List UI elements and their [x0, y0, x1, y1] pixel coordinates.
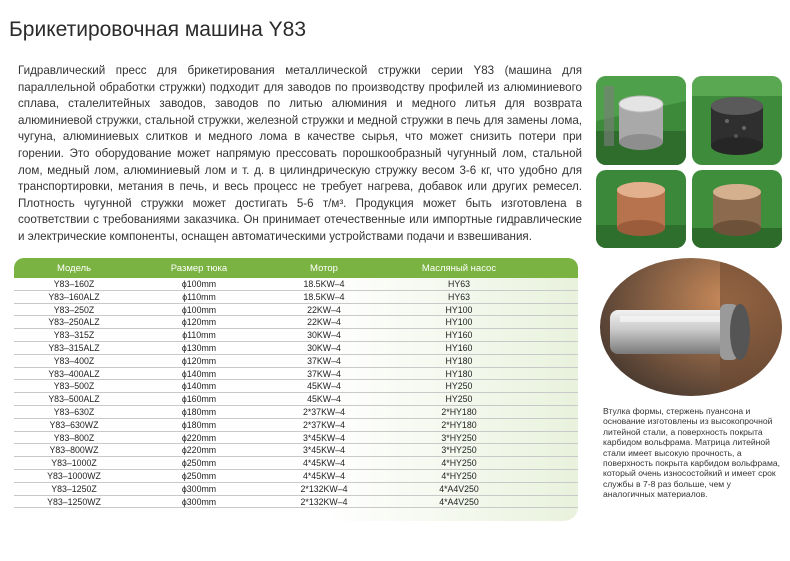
- photo-copper-briquette-image: [596, 170, 686, 248]
- cell-model: Y83–1000WZ: [47, 470, 101, 481]
- photo-aluminum-briquette-image: [596, 76, 686, 165]
- cell-oil-pump: HY180: [445, 368, 473, 379]
- table-row: [14, 368, 578, 381]
- description-paragraph: Гидравлический пресс для брикетирования металлической стружки серии Y83 (машина для параллельной обработки стружки) подходит для заводов по производству профилей из алюминиевого сплава, сталелитейных заводов, заводов по литью алюминия и медного литья для возврата алюминиевой стружки, стальной стружки, железной стружки и медной стружки в печь для замены лома, чугуна, алюминиевых слитков и медного лома в качестве сырья, что может снизить потери при горении. Это оборудование может напрямую прессовать порошкообразный чугунный лом, стальной лом, медный лом, алюминиевый лом и т. д. в цилиндрическую стружку весом 3-6 кг, что удобно для транспортировки, метания в печь, и весь процесс не требует нагрева, добавок или других ремесел. Плотность чугунной стружки может достигать 5-6 т/м³. Продукция может быть изготовлена в соответствии с требованиями заказчика. Он принимает отечественные или импортные гидравлические и электрические компоненты, оснащен автоматическими устройствами подачи и взвешивания.: [18, 64, 582, 243]
- cell-model: Y83–160Z: [53, 279, 95, 289]
- table-row: [14, 304, 578, 317]
- table-body: [14, 278, 578, 521]
- cell-motor: 3*45KW–4: [302, 445, 346, 456]
- photo-aluminum-briquette: [596, 76, 686, 165]
- cell-model: Y83–1250Z: [51, 483, 97, 494]
- cell-oil-pump: 4*HY250: [441, 470, 477, 481]
- table-row: [14, 291, 578, 304]
- cell-motor: 37KW–4: [307, 355, 341, 366]
- header-motor: Мотор: [310, 262, 338, 274]
- cell-bale-size: ϕ220mm: [181, 445, 217, 456]
- table-row: [14, 444, 578, 457]
- header-oil-pump: Масляный насос: [421, 262, 497, 274]
- table-row: [14, 432, 578, 445]
- cell-motor: 37KW–4: [307, 368, 341, 379]
- cell-oil-pump: 3*HY250: [441, 432, 477, 443]
- header-model: Модель: [56, 262, 92, 274]
- cell-oil-pump: 4*A4V250: [439, 496, 479, 507]
- cell-oil-pump: 2*HY180: [441, 406, 477, 417]
- table-row: [14, 342, 578, 355]
- cell-motor: 2*37KW–4: [302, 419, 346, 430]
- cell-motor: 22KW–4: [307, 304, 341, 315]
- table-row: [14, 483, 578, 496]
- cell-model: Y83–250Z: [53, 304, 95, 315]
- cell-motor: 4*45KW–4: [302, 470, 346, 481]
- table-row: [14, 393, 578, 406]
- cell-bale-size: ϕ300mm: [181, 496, 217, 507]
- cell-model: Y83–800WZ: [49, 445, 99, 456]
- cell-oil-pump: HY160: [445, 330, 473, 341]
- cell-oil-pump: HY250: [445, 394, 473, 405]
- cell-bale-size: ϕ140mm: [181, 368, 217, 379]
- cell-model: Y83–1250WZ: [47, 496, 101, 507]
- spec-table: [14, 258, 578, 521]
- table-header: [14, 258, 578, 278]
- cell-motor: 18.5KW–4: [303, 279, 345, 289]
- cell-model: Y83–160ALZ: [48, 291, 100, 302]
- cell-bale-size: ϕ120mm: [181, 317, 217, 328]
- cell-motor: 2*37KW–4: [302, 406, 346, 417]
- cell-motor: 45KW–4: [307, 381, 341, 392]
- cell-model: Y83–500ALZ: [48, 394, 100, 405]
- cell-oil-pump: HY250: [445, 381, 473, 392]
- cell-bale-size: ϕ110mm: [182, 330, 216, 341]
- cell-oil-pump: 4*HY250: [441, 458, 477, 469]
- cell-motor: 18.5KW–4: [303, 291, 345, 302]
- cell-motor: 4*45KW–4: [302, 458, 346, 469]
- table-row: [14, 406, 578, 419]
- photo-mixed-briquette-image: [692, 170, 782, 248]
- cell-model: Y83–800Z: [53, 432, 95, 443]
- table-row: [14, 470, 578, 483]
- cell-motor: 45KW–4: [307, 394, 341, 405]
- photo-punch-rod-image: [600, 258, 782, 396]
- photo-steel-briquette-image: [692, 76, 782, 165]
- cell-motor: 2*132KW–4: [300, 496, 348, 507]
- cell-bale-size: ϕ250mm: [181, 470, 217, 481]
- cell-bale-size: ϕ160mm: [181, 394, 217, 405]
- cell-model: Y83–500Z: [53, 381, 95, 392]
- cell-motor: 30KW–4: [307, 342, 341, 353]
- table-row: [14, 457, 578, 470]
- cell-oil-pump: HY180: [445, 355, 473, 366]
- cell-oil-pump: HY100: [445, 317, 473, 328]
- cell-bale-size: ϕ110mm: [182, 291, 216, 302]
- cell-model: Y83–315Z: [53, 330, 95, 341]
- table-row: [14, 355, 578, 368]
- table-row: [14, 419, 578, 432]
- cell-bale-size: ϕ130mm: [181, 342, 217, 353]
- cell-model: Y83–400Z: [53, 355, 95, 366]
- cell-model: Y83–315ALZ: [48, 342, 100, 353]
- cell-model: Y83–400ALZ: [48, 368, 100, 379]
- table-row: [14, 329, 578, 342]
- cell-oil-pump: HY63: [447, 291, 470, 302]
- cell-oil-pump: 2*HY180: [441, 419, 477, 430]
- photo-punch-rod: [600, 258, 782, 396]
- cell-oil-pump: 3*HY250: [441, 445, 477, 456]
- cell-bale-size: ϕ100mm: [181, 279, 217, 289]
- table-row: [14, 316, 578, 329]
- cell-oil-pump: HY160: [445, 342, 473, 353]
- cell-model: Y83–250ALZ: [48, 317, 100, 328]
- cell-oil-pump: HY63: [447, 279, 470, 289]
- table-row: [14, 278, 578, 291]
- photo-mixed-briquette: [692, 170, 782, 248]
- page-title: Брикетировочная машина Y83: [9, 18, 307, 41]
- cell-motor: 3*45KW–4: [302, 432, 346, 443]
- cell-bale-size: ϕ140mm: [181, 381, 217, 392]
- cell-oil-pump: HY100: [445, 304, 473, 315]
- cell-oil-pump: 4*A4V250: [439, 483, 479, 494]
- cell-bale-size: ϕ300mm: [181, 483, 217, 494]
- cell-bale-size: ϕ250mm: [181, 458, 217, 469]
- photo-copper-briquette: [596, 170, 686, 248]
- photo-caption: Втулка формы, стержень пуансона и основание изготовлены из высокопрочной литейной стали, а поверхность покрыта карбидом вольфрама. Матрица литейной стали имеет высокую прочность, а поверхность покрыта карбидом вольфрама, который очень износостойкий и имеет срок службы в 7-8 раз больше, чем у аналогичных материалов.: [603, 406, 781, 500]
- cell-model: Y83–1000Z: [51, 458, 97, 469]
- cell-motor: 30KW–4: [307, 330, 341, 341]
- cell-model: Y83–630WZ: [49, 419, 99, 430]
- cell-motor: 2*132KW–4: [300, 483, 348, 494]
- photo-steel-briquette: [692, 76, 782, 165]
- cell-bale-size: ϕ180mm: [181, 406, 217, 417]
- table-row: [14, 380, 578, 393]
- cell-model: Y83–630Z: [53, 406, 95, 417]
- cell-bale-size: ϕ120mm: [181, 355, 217, 366]
- cell-motor: 22KW–4: [307, 317, 341, 328]
- cell-bale-size: ϕ220mm: [181, 432, 217, 443]
- table-row: [14, 496, 578, 509]
- cell-bale-size: ϕ180mm: [181, 419, 217, 430]
- header-bale-size: Размер тюка: [170, 262, 228, 274]
- cell-bale-size: ϕ100mm: [181, 304, 217, 315]
